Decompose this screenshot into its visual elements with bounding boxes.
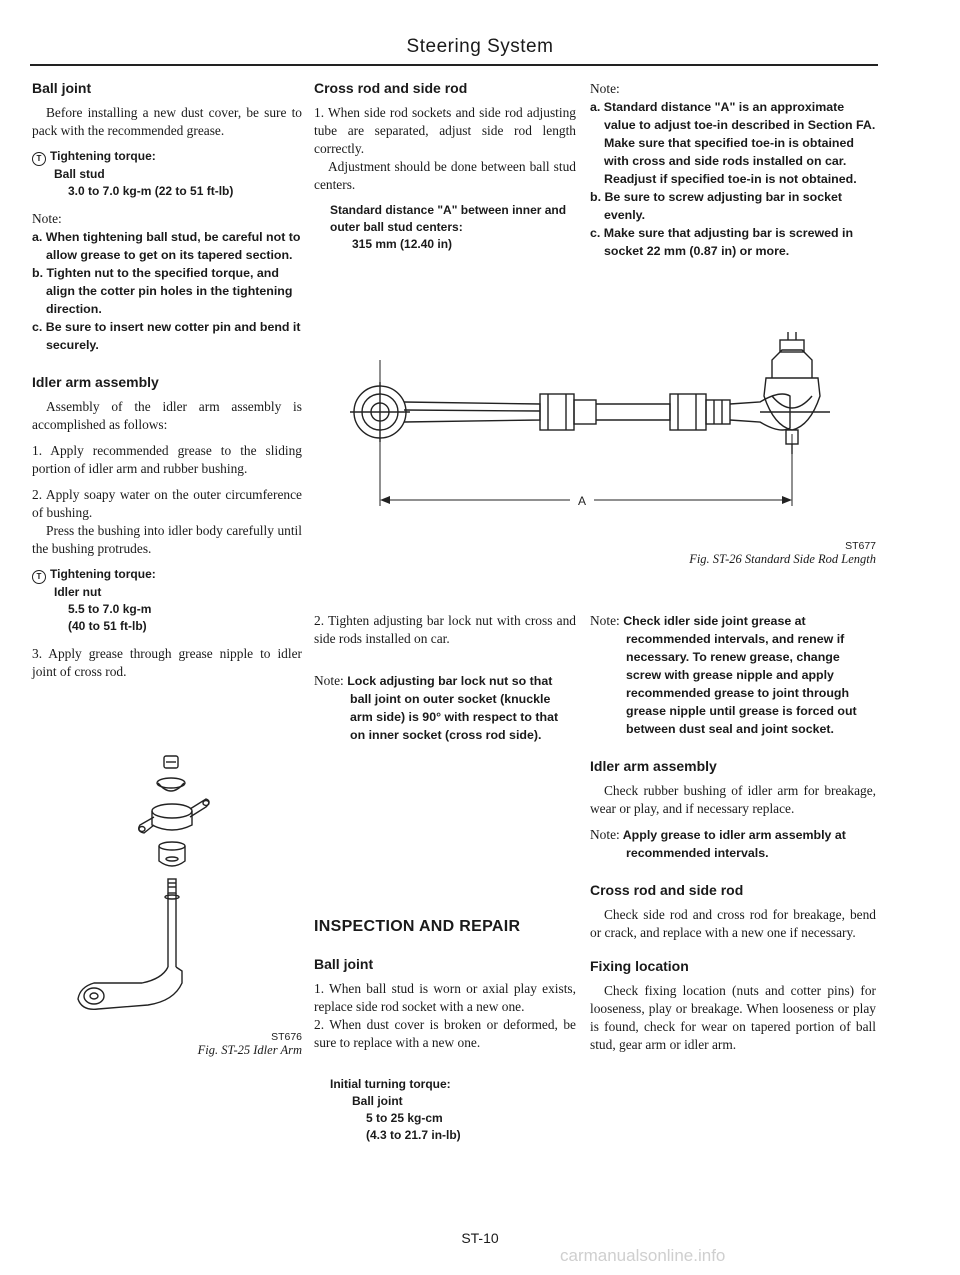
column-right-lower [590,612,876,1062]
column-middle [314,80,576,263]
fixing-location-heading: Fixing location [590,958,689,974]
side-rod-figure [320,330,880,520]
torque-value: 3.0 to 7.0 kg-m (22 to 51 ft-lb) [68,184,234,198]
idler-grease-note [590,826,876,862]
column-right [590,80,876,270]
torque-value-2: (40 to 51 ft-lb) [68,619,147,633]
torque-item: Ball stud [54,167,105,181]
note-b: b. Tighten nut to the specified torque, and align the cotter pin holes in the tightening direction. [32,266,293,316]
inspection-heading: INSPECTION AND REPAIR [314,918,521,935]
idler-intro: Assembly of the idler arm assembly is accomplished as follows: [32,399,302,432]
torque-value-2: (4.3 to 21.7 in-lb) [366,1128,461,1142]
idler-check-text: Check rubber bushing of idler arm for breakage, wear or play, and if necessary replace. [590,783,876,816]
standard-distance-value: 315 mm (12.40 in) [352,237,453,251]
torque-value-1: 5 to 25 kg-cm [366,1111,443,1125]
note-lead: Note: [590,827,620,842]
torque-title: Initial turning torque: [330,1077,451,1091]
inspection-ball-joint-heading: Ball joint [314,956,374,972]
note-a-3: Readjust if specified toe-in is not obtained. [604,172,857,186]
idler-step-2: 2. Apply soapy water on the outer circumference of bushing. [32,487,302,520]
idler-arm-heading-2: Idler arm assembly [590,758,717,774]
column-middle-lower [314,612,576,756]
header-rule [30,64,878,66]
standard-distance-title: Standard distance "A" between inner and outer ball stud centers: [330,203,567,234]
torque-icon: T [32,152,46,166]
ball-joint-heading: Ball joint [32,80,92,96]
note-c: c. Make sure that adjusting bar is screwed in socket 22 mm (0.87 in) or more. [590,226,854,258]
fixing-location-text: Check fixing location (nuts and cotter pins) for looseness, play or breakage. When looseness or play is found, check for wear on tapered portion of ball stud, gear arm or idler arm. [590,983,876,1052]
note-label: Note: [32,211,62,226]
idler-step-2b: Press the bushing into idler body carefully until the bushing protrudes. [32,523,302,556]
watermark: carmanualsonline.info [560,1246,726,1265]
figure-code: ST677 [845,540,876,552]
idler-arm-heading: Idler arm assembly [32,374,159,390]
torque-value-1: 5.5 to 7.0 kg-m [68,602,152,616]
note-c: c. Be sure to insert new cotter pin and bend it securely. [32,320,301,352]
note-a: a. When tightening ball stud, be careful not to allow grease to get on its tapered section. [32,230,301,262]
dimension-label: A [577,494,587,508]
cross-rod-step-2: 2. Tighten adjusting bar lock nut with cross and side rods installed on car. [314,613,576,646]
note-text: Apply grease to idler arm assembly at recommended intervals. [622,828,846,860]
note-a: a. Standard distance "A" is an approximate value to adjust toe-in described in Section FA. [590,100,876,132]
cross-rod-step-1: 1. When side rod sockets and side rod adjusting tube are separated, adjust side rod length correctly. [314,105,576,156]
initial-turning-torque [314,1076,576,1144]
page-number: ST-10 [461,1230,499,1246]
torque-title: Tightening torque: [50,149,156,163]
figure-code: ST676 [271,1031,302,1043]
column-right-fig-caption [590,540,876,567]
cross-rod-heading-2: Cross rod and side rod [590,882,744,898]
note-label: Note: [590,81,620,96]
figure-caption: Fig. ST-25 Idler Arm [197,1043,302,1057]
standard-distance [314,202,576,253]
torque-item: Ball joint [352,1094,403,1108]
inspection-section [314,918,576,1154]
note-lead: Note: [590,613,620,628]
lock-nut-note [314,672,576,744]
side-rod-notes [590,80,876,260]
torque-title: Tightening torque: [50,567,156,581]
note-lead: Note: [314,673,344,688]
cross-rod-step-1b: Adjustment should be done between ball stud centers. [314,159,576,192]
ball-joint-text: Before installing a new dust cover, be sure to pack with the recommended grease. [32,105,302,138]
idler-step-3: 3. Apply grease through grease nipple to idler joint of cross rod. [32,646,302,679]
inspection-step-1: 1. When ball stud is worn or axial play exists, replace side rod socket with a new one. [314,981,576,1014]
figure-caption: Fig. ST-26 Standard Side Rod Length [689,552,876,566]
idler-torque [32,566,302,635]
ball-joint-torque [32,148,302,200]
note-a-2: Make sure that specified toe-in is obtained with cross and side rods installed on car. [604,136,854,168]
grease-note [590,612,876,738]
ball-joint-notes [32,210,302,354]
cross-rod-check-text: Check side rod and cross rod for breakage, bend or crack, and replace with a new one if necessary. [590,907,876,940]
note-text: Lock adjusting bar lock nut so that ball joint on outer socket (knuckle arm side) is 90° with respect to that on inner socket (cross rod side). [347,674,559,742]
cross-rod-heading: Cross rod and side rod [314,80,468,96]
torque-icon: T [32,570,46,584]
idler-arm-figure [32,721,302,1031]
column-left [32,80,302,1058]
note-b: b. Be sure to screw adjusting bar in socket evenly. [590,190,843,222]
page-header-title: Steering System [406,36,554,57]
torque-item: Idler nut [54,585,102,599]
note-text: Check idler side joint grease at recommended intervals, and renew if necessary. To renew grease, change screw with grease nipple and apply recommended grease to joint through grease nipple until grease is forced out between dust seal and joint socket. [623,614,857,736]
idler-step-1: 1. Apply recommended grease to the sliding portion of idler arm and rubber bushing. [32,443,302,476]
inspection-step-2: 2. When dust cover is broken or deformed, be sure to replace with a new one. [314,1017,576,1050]
